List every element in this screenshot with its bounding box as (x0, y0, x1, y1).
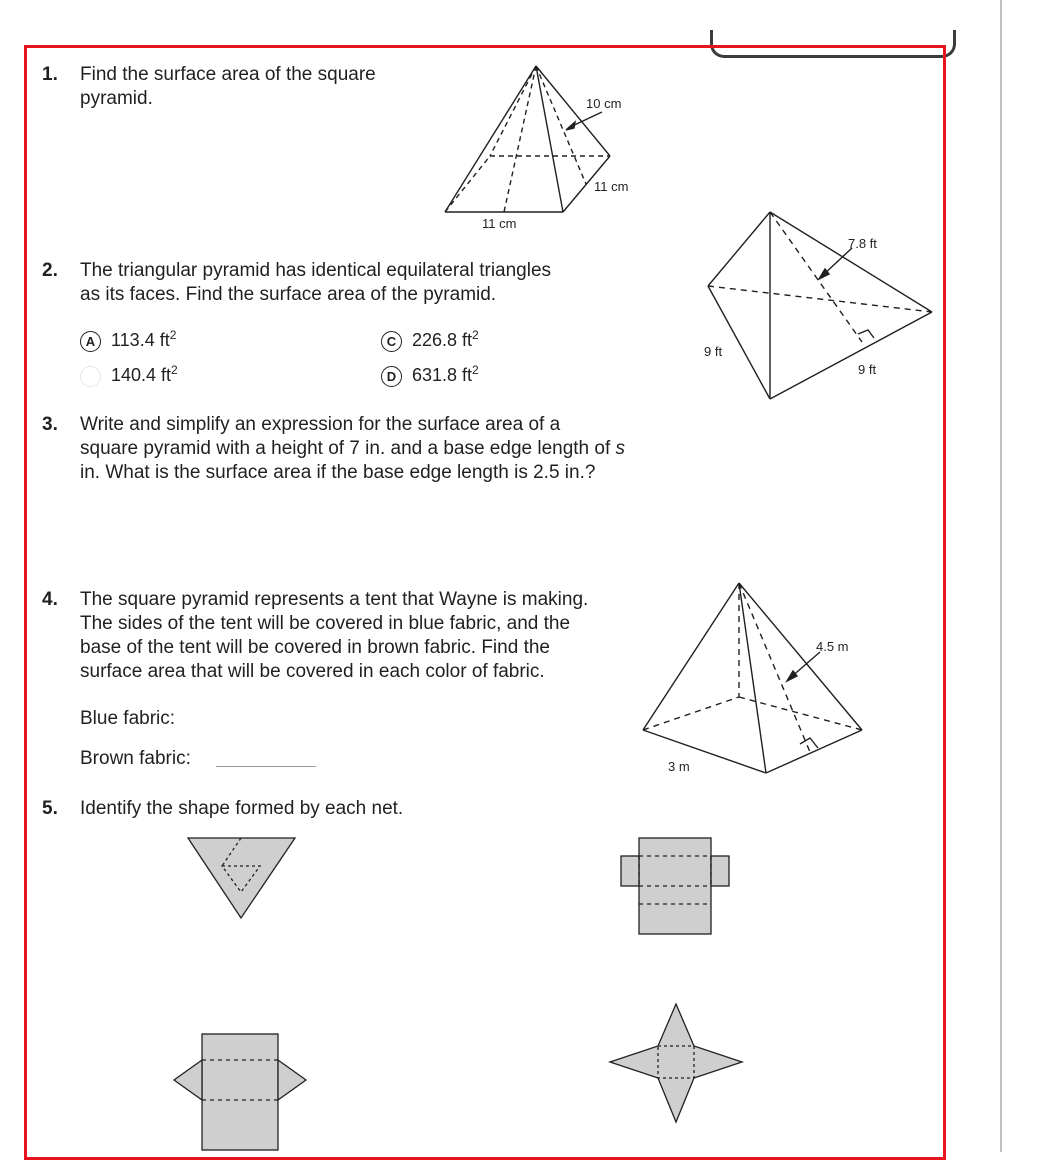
q4-blue-fabric-label: Blue fabric: (80, 708, 176, 729)
q4-label-base: 3 m (668, 759, 690, 774)
choice-a-bubble[interactable]: A (80, 331, 101, 352)
choice-d-bubble[interactable]: D (381, 366, 402, 387)
choice-a-exponent: 2 (169, 328, 177, 342)
q4-text-line3: base of the tent will be covered in brown fabric. Find the (80, 637, 550, 658)
q4-brown-fabric-label: Brown fabric: (80, 748, 191, 769)
q4-text-line1: The square pyramid represents a tent that Wayne is making. (80, 589, 589, 610)
q2-text-line1: The triangular pyramid has identical equilateral triangles (80, 260, 552, 281)
q3-text-line2-main: square pyramid with a height of 7 in. and a base edge length of (80, 438, 616, 459)
choice-c-exponent: 2 (472, 328, 479, 342)
q3-number: 3. (42, 414, 58, 435)
q4-label-slant: 4.5 m (816, 639, 849, 654)
q3-text-line1: Write and simplify an expression for the surface area of a (80, 414, 561, 435)
q1-label-side: 11 cm (594, 179, 629, 194)
q1-number: 1. (42, 64, 58, 85)
choice-b-value: 140.4 ft (111, 365, 172, 385)
choice-b-exponent: 2 (171, 363, 178, 377)
q2-text-line2: as its faces. Find the surface area of the pyramid. (80, 284, 497, 305)
q5-text: Identify the shape formed by each net. (80, 798, 404, 819)
q3-variable-s: s (615, 438, 626, 459)
q1-label-base: 11 cm (482, 216, 517, 231)
net-square-pyramid (610, 1004, 742, 1122)
q2-label-slant: 7.8 ft (848, 236, 877, 251)
q5-number: 5. (42, 798, 58, 819)
choice-c-value: 226.8 ft (412, 330, 473, 350)
net-triangular-pyramid (188, 838, 295, 918)
q2-label-left: 9 ft (704, 344, 723, 359)
q4-number: 4. (42, 589, 58, 610)
choice-d-value: 631.8 ft (412, 365, 473, 385)
q2-label-right: 9 ft (858, 362, 877, 377)
q2-number: 2. (42, 260, 58, 281)
net-rectangular-prism (621, 838, 729, 934)
q4-text-line4: surface area that will be covered in each color of fabric. (80, 661, 545, 682)
choice-a-value: 113.4 ft (111, 330, 170, 350)
q1-text-line1: Find the surface area of the square (80, 64, 376, 85)
choice-d-exponent: 2 (472, 363, 479, 377)
q4-text-line2: The sides of the tent will be covered in blue fabric, and the (80, 613, 571, 634)
q1-text-line2: pyramid. (80, 88, 153, 109)
choice-c-bubble[interactable]: C (381, 331, 402, 352)
q3-text-line3: in. What is the surface area if the base edge length is 2.5 in.? (80, 462, 596, 483)
q1-label-slant: 10 cm (586, 96, 622, 111)
net-triangular-prism (174, 1034, 306, 1150)
